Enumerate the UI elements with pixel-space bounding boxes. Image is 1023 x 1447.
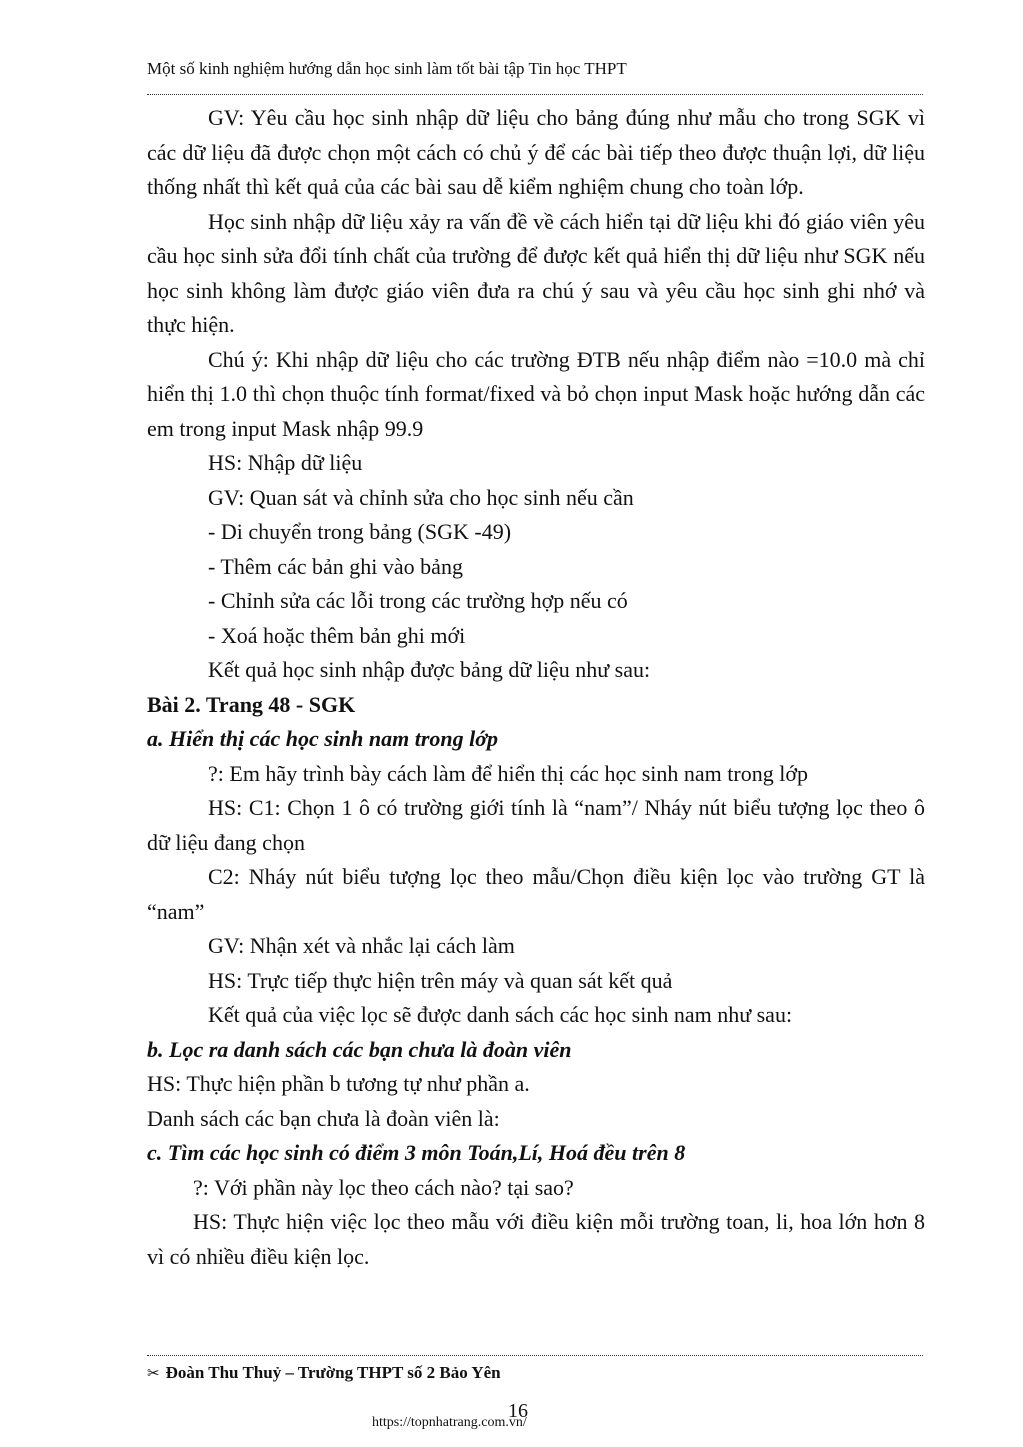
subsection-heading: b. Lọc ra danh sách các bạn chưa là đoàn viên [147,1036,572,1062]
body-paragraph: Học sinh nhập dữ liệu xảy ra vấn đề về cách hiển tại dữ liệu khi đó giáo viên yêu cầu học sinh sửa đổi tính chất của trường để được kết quả hiển thị dữ liệu như SGK nếu học sinh không làm được giáo viên đưa ra chú ý sau và yêu cầu học sinh ghi nhớ và thực hiện. [147,208,925,337]
body-paragraph: HS: Nhập dữ liệu [208,450,363,475]
body-paragraph: C2: Nháy nút biểu tượng lọc theo mẫu/Chọn điều kiện lọc vào trường GT là “nam” [147,864,925,924]
page-number: 16 [508,1400,528,1422]
footer-author-text: Đoàn Thu Thuỷ – Trường THPT số 2 Bảo Yên [165,1363,501,1382]
subsection-heading: c. Tìm các học sinh có điểm 3 môn Toán,Lí, Hoá đều trên 8 [147,1140,686,1165]
body-paragraph: HS: Thực hiện phần b tương tự như phần a. [147,1071,530,1096]
body-paragraph: ?: Em hãy trình bày cách làm để hiển thị các học sinh nam trong lớp [208,760,808,786]
subsection-heading: a. Hiển thị các học sinh nam trong lớp [147,726,499,751]
body-paragraph: - Xoá hoặc thêm bản ghi mới [208,622,466,648]
scissors-icon: ✂ [147,1364,160,1382]
body-paragraph: - Chỉnh sửa các lỗi trong các trường hợp nếu có [208,588,628,613]
body-paragraph: - Di chuyển trong bảng (SGK -49) [208,519,512,544]
body-paragraph: GV: Nhận xét và nhắc lại cách làm [208,933,515,958]
body-paragraph: HS: C1: Chọn 1 ô có trường giới tính là “nam”/ Nháy nút biểu tượng lọc theo ô dữ liệu đang chọn [147,795,925,855]
body-paragraph: HS: Trực tiếp thực hiện trên máy và quan sát kết quả [208,967,673,993]
body-paragraph: Danh sách các bạn chưa là đoàn viên là: [147,1105,500,1131]
header-divider [147,94,923,95]
footer-divider [147,1355,923,1356]
page-header-title: Một số kinh nghiệm hướng dẫn học sinh làm tốt bài tập Tin học THPT [147,59,627,78]
body-paragraph: Kết quả của việc lọc sẽ được danh sách các học sinh nam như sau: [208,1002,793,1027]
footer-author [147,1362,501,1384]
body-paragraph: GV: Quan sát và chỉnh sửa cho học sinh nếu cần [208,484,634,510]
document-body [147,101,925,1274]
body-paragraph: HS: Thực hiện việc lọc theo mẫu với điều kiện mỗi trường toan, li, hoa lớn hơn 8 vì có nhiều điều kiện lọc. [147,1209,925,1269]
footer-url[interactable]: https://topnhatrang.com.vn/ [372,1415,527,1430]
body-paragraph: - Thêm các bản ghi vào bảng [208,553,463,579]
body-paragraph: Chú ý: Khi nhập dữ liệu cho các trường ĐTB nếu nhập điểm nào =10.0 mà chỉ hiển thị 1.0 thì chọn thuộc tính format/fixed và bỏ chọn input Mask hoặc hướng dẫn các em trong input Mask nhập 99.9 [147,346,925,441]
body-paragraph: Kết quả học sinh nhập được bảng dữ liệu như sau: [208,657,651,682]
body-paragraph: GV: Yêu cầu học sinh nhập dữ liệu cho bảng đúng như mẫu cho trong SGK vì các dữ liệu đã được chọn một cách có chủ ý để các bài tiếp theo được thuận lợi, dữ liệu thống nhất thì kết quả của các bài sau dễ kiểm nghiệm chung cho toàn lớp. [147,105,925,199]
section-heading: Bài 2. Trang 48 - SGK [147,691,356,717]
body-paragraph: ?: Với phần này lọc theo cách nào? tại sao? [193,1174,574,1200]
